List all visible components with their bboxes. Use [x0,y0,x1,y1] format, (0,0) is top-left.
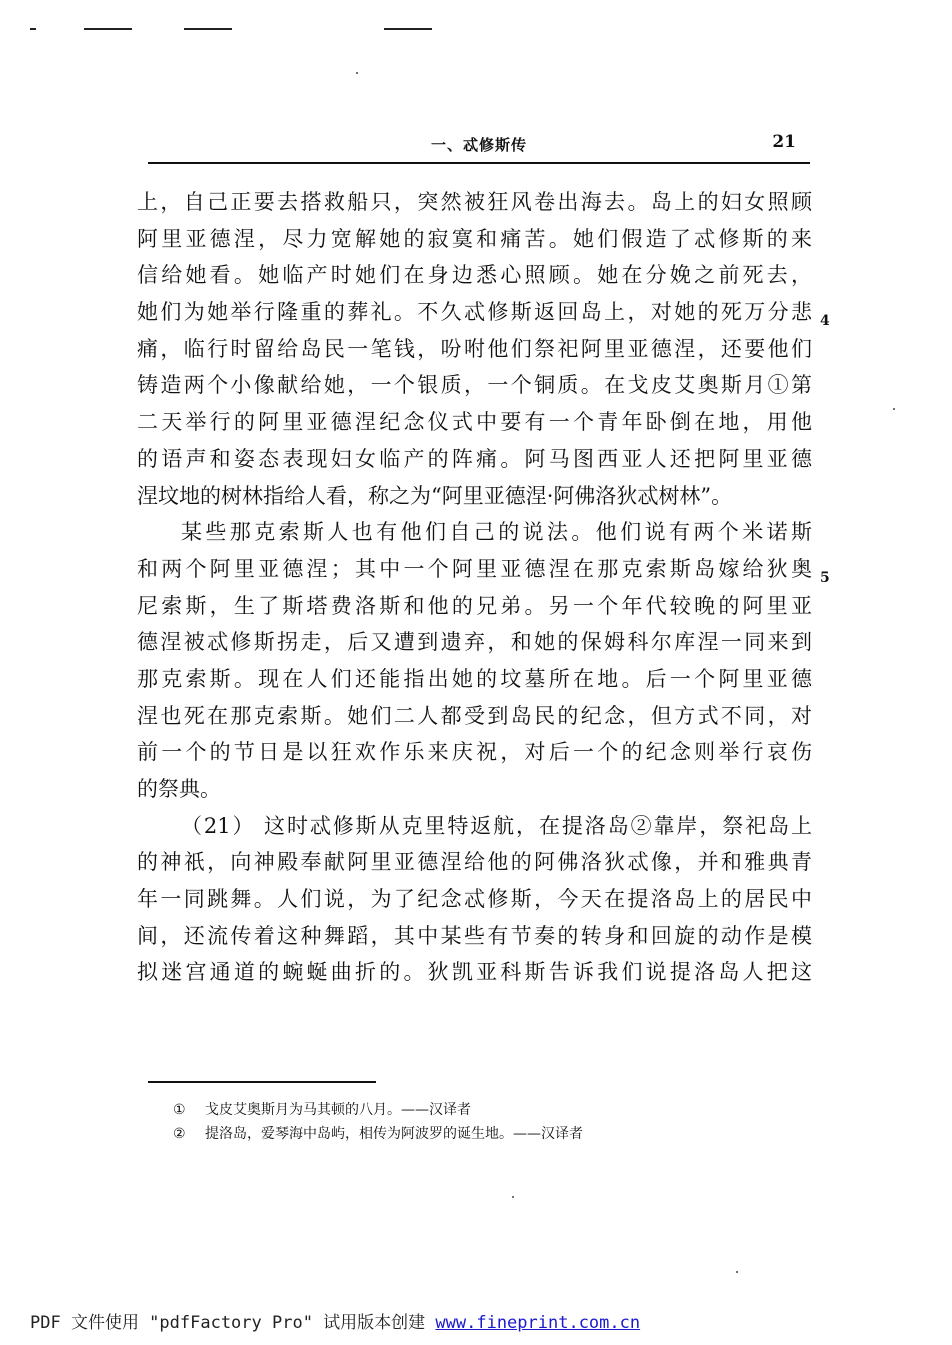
margin-number-5: 5 [820,570,830,586]
body-text [137,184,812,991]
scan-speck [893,408,895,410]
body-line: 二天举行的阿里亚德涅纪念仪式中要有一个青年卧倒在地，用他 [137,410,812,435]
body-line: 痛，临行时留给岛民一笔钱，吩咐他们祭祀阿里亚德涅，还要他们 [137,336,812,361]
body-line: 的神祇，向神殿奉献阿里亚德涅给他的阿佛洛狄忒像，并和雅典青 [137,850,812,875]
margin-number-4: 4 [820,313,830,329]
body-line: 年一同跳舞。人们说，为了纪念忒修斯，今天在提洛岛上的居民中 [137,887,812,912]
body-line: 的祭典。 [137,777,221,801]
footnote-text: 提洛岛，爱琴海中岛屿，相传为阿波罗的诞生地。——汉译者 [205,1126,583,1142]
paragraph-first-line: 某些那克索斯人也有他们自己的说法。他们说有两个米诺斯 [181,520,812,545]
scan-mark-top-1 [30,28,36,30]
footnote-rule [148,1081,376,1083]
footnote-mark: ① [173,1102,186,1118]
chapter-title: 一、忒修斯传 [430,136,527,154]
footnote-mark: ② [173,1126,186,1142]
body-line: 间，还流传着这种舞蹈，其中某些有节奏的转身和回旋的动作是模 [137,923,812,948]
body-line: 阿里亚德涅，尽力宽解她的寂寞和痛苦。她们假造了忒修斯的来 [137,226,812,251]
body-line: 上，自己正要去搭救船只，突然被狂风卷出海去。岛上的妇女照顾 [137,190,812,214]
scan-speck [512,1196,514,1198]
section-21-first-line: （21） 这时忒修斯从克里特返航，在提洛岛②靠岸，祭祀岛上 [181,813,812,838]
scan-mark-top-3 [184,28,232,30]
footnote-2 [173,1122,773,1146]
body-line: 那克索斯。现在人们还能指出她的坟墓所在地。后一个阿里亚德 [137,666,812,691]
footnote-text: 戈皮艾奥斯月为马其顿的八月。——汉译者 [205,1102,471,1118]
header-rule [148,162,810,164]
body-line: 涅也死在那克索斯。她们二人都受到岛民的纪念，但方式不同，对 [137,703,812,728]
pdf-watermark [30,1308,640,1333]
body-line: 德涅被忒修斯拐走，后又遭到遗弃，和她的保姆科尔库涅一同来到 [137,630,812,655]
watermark-link[interactable]: www.fineprint.com.cn [435,1313,641,1333]
footnote-1 [173,1098,773,1122]
scan-mark-top-4 [384,28,432,30]
body-line: 和两个阿里亚德涅；其中一个阿里亚德涅在那克索斯岛嫁给狄奥 [137,556,812,581]
body-line: 她们为她举行隆重的葬礼。不久忒修斯返回岛上，对她的死万分悲 [137,300,812,325]
scan-speck [736,1271,738,1273]
body-line: 涅坟地的树林指给人看，称之为“阿里亚德涅·阿佛洛狄忒树林”。 [137,483,733,508]
watermark-text: PDF 文件使用 "pdfFactory Pro" 试用版本创建 [30,1313,436,1333]
scan-speck [356,72,358,74]
running-header [148,132,810,162]
body-line: 信给她看。她临产时她们在身边悉心照顾。她在分娩之前死去， [137,263,812,288]
body-line: 的语声和姿态表现妇女临产的阵痛。阿马图西亚人还把阿里亚德 [137,446,812,471]
body-line: 铸造两个小像献给她，一个银质，一个铜质。在戈皮艾奥斯月①第 [137,373,812,398]
scan-mark-top-2 [84,28,132,30]
body-line: 前一个的节日是以狂欢作乐来庆祝，对后一个的纪念则举行哀伤 [137,740,812,765]
page-number: 21 [772,132,796,152]
body-line: 拟迷宫通道的蜿蜒曲折的。狄凯亚科斯告诉我们说提洛岛人把这 [137,960,812,985]
footnotes [173,1098,773,1146]
body-line: 尼索斯，生了斯塔费洛斯和他的兄弟。另一个年代较晚的阿里亚 [137,593,812,618]
